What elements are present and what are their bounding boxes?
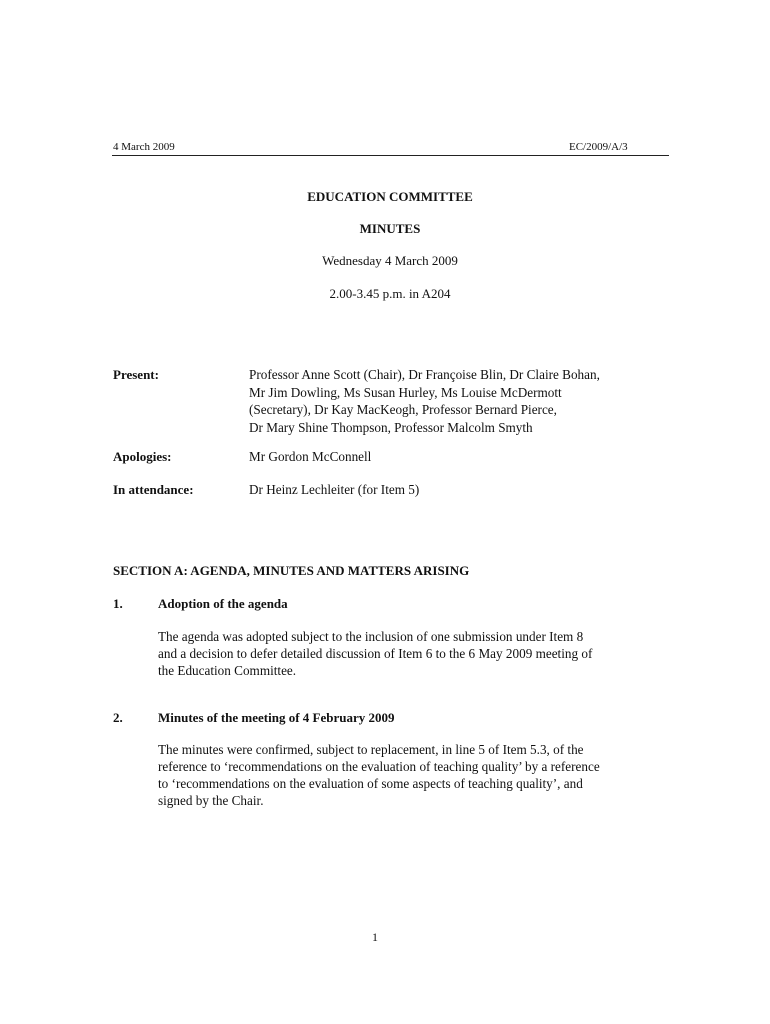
item-number: 1.	[113, 596, 123, 611]
paragraph-line: reference to ‘recommendations on the evaluation of teaching quality’ by a reference	[158, 759, 600, 774]
apologies-label: Apologies:	[113, 449, 172, 464]
paragraph-line: The agenda was adopted subject to the inclusion of one submission under Item 8	[158, 629, 584, 644]
paragraph-line: and a decision to defer detailed discussion of Item 6 to the 6 May 2009 meeting of	[158, 646, 593, 661]
paragraph-line: The minutes were confirmed, subject to replacement, in line 5 of Item 5.3, of the	[158, 742, 584, 757]
present-list	[249, 366, 600, 436]
item-paragraph	[158, 741, 678, 809]
header-reference: EC/2009/A/3	[569, 141, 628, 153]
item-number: 2.	[113, 710, 123, 725]
in-attendance-value: Dr Heinz Lechleiter (for Item 5)	[249, 482, 420, 497]
item-title: Minutes of the meeting of 4 February 2009	[158, 710, 395, 725]
present-line: (Secretary), Dr Kay MacKeogh, Professor Bernard Pierce,	[249, 402, 557, 417]
header-rule	[112, 155, 669, 156]
in-attendance-label: In attendance:	[113, 482, 194, 497]
paragraph-line: the Education Committee.	[158, 663, 297, 678]
present-line: Dr Mary Shine Thompson, Professor Malcolm Smyth	[249, 419, 533, 435]
present-line: Mr Jim Dowling, Ms Susan Hurley, Ms Louise McDermott	[249, 384, 562, 400]
document-type: MINUTES	[359, 221, 421, 236]
paragraph-line: signed by the Chair.	[158, 793, 264, 808]
item-title: Adoption of the agenda	[158, 596, 288, 611]
paragraph-line: to ‘recommendations on the evaluation of some aspects of teaching quality’, and	[158, 776, 583, 791]
header-date: 4 March 2009	[113, 141, 175, 153]
item-paragraph	[158, 628, 678, 679]
present-label: Present:	[113, 367, 159, 382]
apologies-value: Mr Gordon McConnell	[249, 449, 372, 464]
meeting-time-place: 2.00-3.45 p.m. in A204	[329, 286, 451, 301]
committee-title: EDUCATION COMMITTEE	[307, 189, 473, 204]
meeting-date: Wednesday 4 March 2009	[322, 253, 458, 268]
page-number: 1	[372, 930, 378, 944]
section-a-heading: SECTION A: AGENDA, MINUTES AND MATTERS ARISING	[113, 563, 470, 578]
present-line: Professor Anne Scott (Chair), Dr Françoise Blin, Dr Claire Bohan,	[249, 367, 600, 382]
